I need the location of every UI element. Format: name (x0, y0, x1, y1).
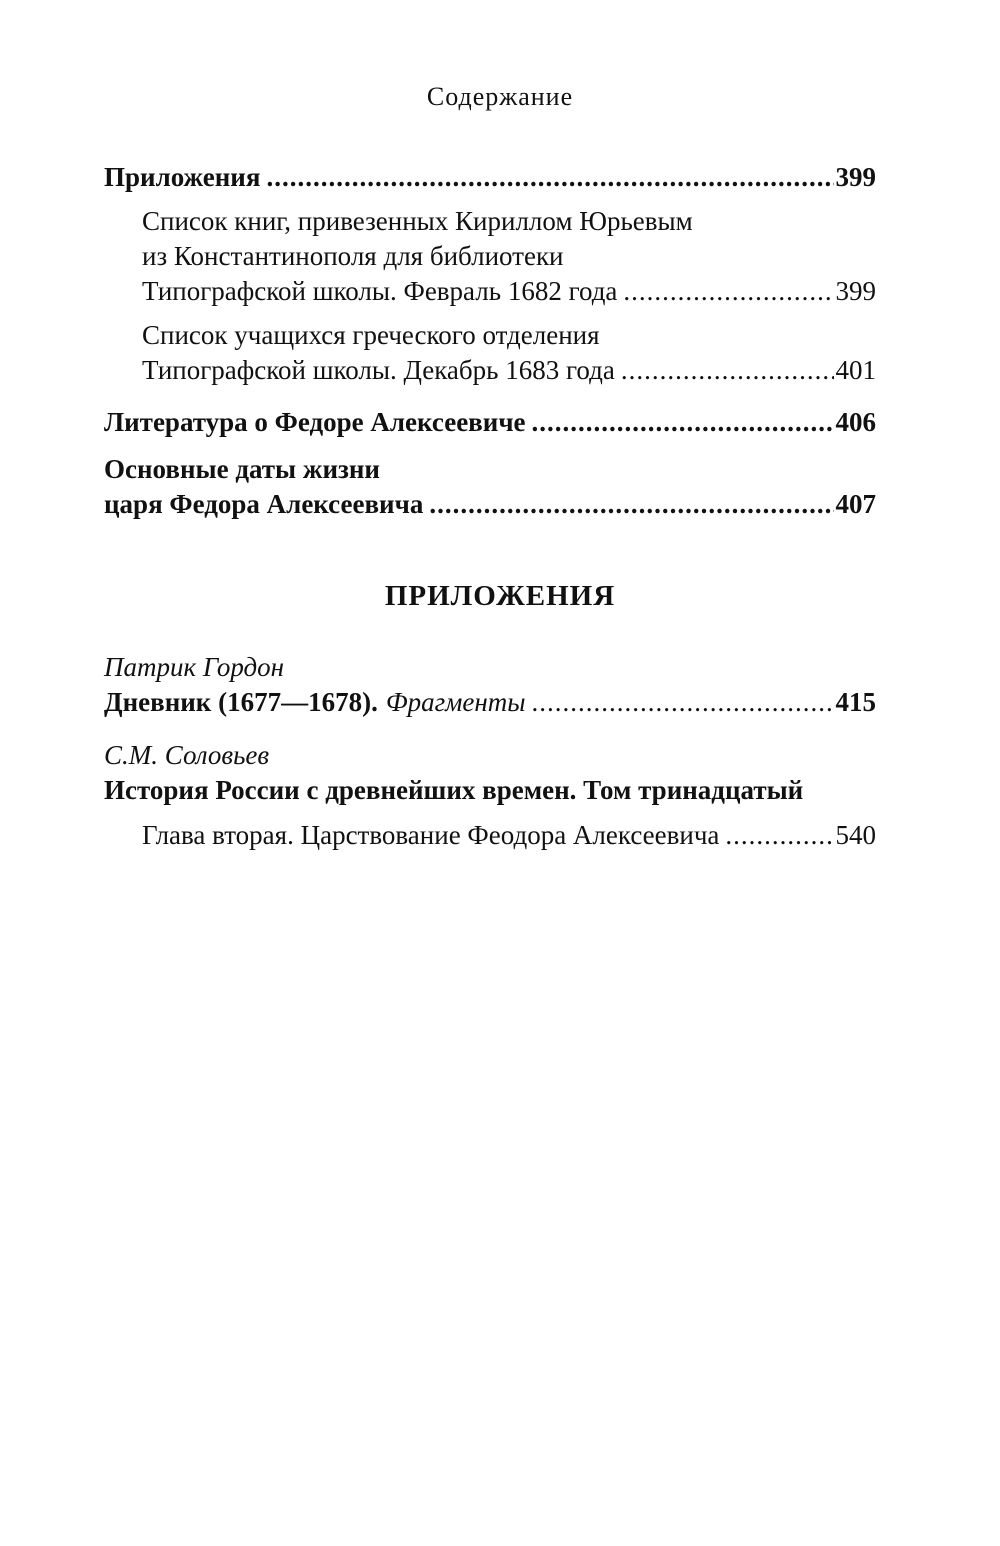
toc-page-number: 415 (835, 687, 876, 717)
toc-author: Патрик Гордон (104, 652, 285, 682)
toc-entry-gordon-diary[interactable] (104, 650, 876, 720)
toc-subentry-chapter[interactable] (142, 818, 876, 853)
toc-entry-line: из Константинополя для библиотеки (142, 241, 564, 271)
toc-entry-title: Дневник (1677—1678). (104, 687, 378, 717)
toc-entry-line: Глава вторая. Царствование Феодора Алексеевича (142, 820, 720, 850)
toc-page-number: 406 (835, 407, 876, 437)
toc-entry-student-list[interactable] (142, 318, 876, 388)
toc-entry-line: Основные даты жизни (104, 454, 380, 484)
dot-leader (623, 274, 833, 309)
toc-page-number: 401 (835, 355, 876, 385)
toc-page-number: 407 (835, 489, 876, 519)
toc-entry-soloviev-history[interactable] (104, 738, 876, 853)
toc-page-number: 399 (835, 276, 876, 306)
toc-entry-line: Список учащихся греческого отделения (142, 320, 600, 350)
toc-entry-line: Типографской школы. Февраль 1682 года (142, 276, 618, 306)
toc-entry-line: Типографской школы. Декабрь 1683 года (142, 355, 615, 385)
dot-leader (621, 353, 834, 388)
running-head: Содержание (426, 82, 574, 111)
toc-author: С.М. Соловьев (104, 740, 270, 770)
toc-entry-title: Литература о Федоре Алексеевиче (104, 407, 526, 437)
dot-leader (429, 487, 833, 522)
toc-entry-key-dates[interactable] (104, 452, 876, 522)
toc-entry-title: Приложения (104, 162, 261, 192)
toc-entry-book-list[interactable] (142, 204, 876, 309)
toc-entry-line: царя Федора Алексеевича (104, 489, 424, 519)
toc-entry-line: Список книг, привезенных Кириллом Юрьевым (142, 206, 693, 236)
dot-leader (532, 405, 834, 440)
toc-entry-title: История России с древнейших времен. Том тринадцатый (104, 775, 804, 805)
toc-entry-appendices[interactable] (104, 160, 876, 195)
toc-entry-subtitle: Фрагменты (385, 687, 526, 717)
dot-leader (725, 818, 833, 853)
section-heading: ПРИЛОЖЕНИЯ (384, 580, 616, 612)
dot-leader (266, 160, 833, 195)
toc-page-number: 399 (835, 162, 876, 192)
toc-entry-literature[interactable] (104, 405, 876, 440)
dot-leader (532, 685, 834, 720)
toc-page-number: 540 (835, 820, 876, 850)
